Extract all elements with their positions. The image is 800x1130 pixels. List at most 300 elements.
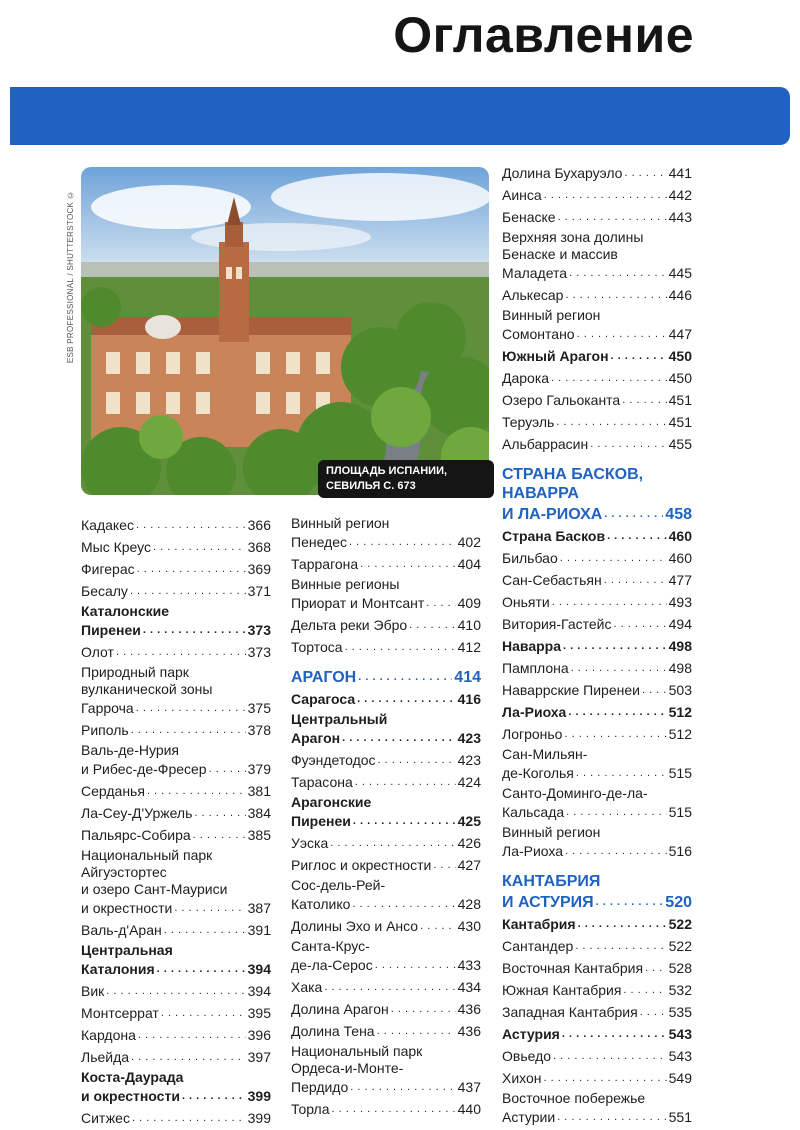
- toc-entry: [502, 958, 692, 977]
- toc-entry-text: де-ла-Серос: [291, 957, 373, 973]
- toc-entry: [291, 977, 481, 996]
- toc-entry-line: [502, 307, 692, 324]
- toc-page-number: 394: [247, 961, 271, 977]
- toc-entry-text: Льейда: [81, 1049, 130, 1065]
- toc-page-number: 515: [668, 765, 692, 781]
- toc-entry: [502, 841, 692, 860]
- toc-page-number: 434: [457, 979, 481, 995]
- photo-container: [81, 167, 489, 495]
- toc-page-number: 458: [665, 506, 692, 523]
- toc-entry-text: АРАГОН: [291, 669, 357, 686]
- toc-entry-text: Серданья: [81, 783, 145, 799]
- toc-entry-text: Хихон: [502, 1070, 542, 1086]
- toc-entry: [81, 920, 271, 939]
- toc-entry: [81, 581, 271, 600]
- toc-entry-text: Астурии: [502, 1109, 556, 1125]
- toc-leader-dots: [391, 999, 456, 1018]
- toc-entry-text: Ордеса-и-Монте-: [291, 1060, 404, 1076]
- toc-entry: [502, 658, 692, 677]
- toc-page-number: 522: [668, 916, 692, 932]
- toc-entry-text: Коста-Даурада: [81, 1069, 184, 1085]
- toc-entry-text: Ла-Сеу-Д'Уржель: [81, 805, 193, 821]
- toc-entry-text: Западная Кантабрия: [502, 1004, 638, 1020]
- toc-entry-text: Таррагона: [291, 556, 359, 572]
- toc-entry: [81, 981, 271, 1000]
- toc-page-number: 424: [457, 774, 481, 790]
- toc-entry-text: Монтсеррат: [81, 1005, 159, 1021]
- toc-entry-text: Природный парк: [81, 664, 189, 680]
- toc-entry-text: Кардона: [81, 1027, 136, 1043]
- toc-entry-text: Восточная Кантабрия: [502, 960, 644, 976]
- toc-entry-text: Алькесар: [502, 287, 564, 303]
- toc-page-number: 409: [457, 595, 481, 611]
- toc-page-number: 549: [668, 1070, 692, 1086]
- toc-leader-dots: [357, 689, 455, 708]
- page-title: Оглавление: [393, 7, 694, 63]
- toc-entry-line: [291, 515, 481, 532]
- toc-entry-text: Дельта реки Эбро: [291, 617, 408, 633]
- toc-entry: [502, 1068, 692, 1087]
- toc-entry-line: [81, 681, 271, 698]
- toc-page-number: 423: [457, 752, 481, 768]
- toc-entry-text: Ла-Риоха: [502, 704, 567, 720]
- toc-page-number: 451: [668, 392, 692, 408]
- toc-entry: [502, 390, 692, 409]
- toc-page-number: 428: [457, 896, 481, 912]
- toc-leader-dots: [116, 642, 246, 661]
- toc-leader-dots: [131, 720, 246, 739]
- toc-page-number: 522: [668, 938, 692, 954]
- toc-entry-text: де-Коголья: [502, 765, 574, 781]
- toc-entry: [81, 898, 271, 917]
- toc-entry-text: Приорат и Монтсант: [291, 595, 425, 611]
- toc-entry: [291, 1099, 481, 1118]
- toc-entry-line: [502, 746, 692, 763]
- toc-leader-dots: [378, 750, 456, 769]
- toc-entry-text: Винные регионы: [291, 576, 400, 592]
- toc-entry: [81, 537, 271, 556]
- toc-leader-dots: [157, 959, 246, 978]
- toc-entry-line: [502, 785, 692, 802]
- toc-leader-dots: [622, 390, 666, 409]
- toc-entry-line: [81, 742, 271, 759]
- toc-page-number: 423: [457, 730, 481, 746]
- toc-page-number: 402: [457, 534, 481, 550]
- toc-leader-dots: [560, 548, 667, 567]
- toc-page-number: 450: [668, 348, 692, 364]
- toc-entry: [502, 285, 692, 304]
- toc-entry-text: Центральная: [81, 942, 173, 958]
- toc-page-number: 381: [247, 783, 271, 799]
- toc-entry-line: [502, 465, 692, 484]
- toc-entry-text: Бильбао: [502, 550, 558, 566]
- toc-entry-line: [502, 824, 692, 841]
- toc-entry-text: Санта-Крус-: [291, 938, 370, 954]
- toc-entry-text: Маладета: [502, 265, 568, 281]
- toc-entry-text: Дарока: [502, 370, 550, 386]
- toc-entry: [291, 855, 481, 874]
- toc-leader-dots: [153, 537, 246, 556]
- toc-column-1: [81, 515, 271, 1130]
- toc-entry-text: Логроньо: [502, 726, 563, 742]
- toc-leader-dots: [324, 977, 455, 996]
- toc-entry: [291, 1077, 481, 1096]
- toc-leader-dots: [106, 981, 245, 1000]
- toc-entry: [502, 936, 692, 955]
- toc-page-number: 433: [457, 957, 481, 973]
- caption-line-1: ПЛОЩАДЬ ИСПАНИИ,: [326, 465, 448, 477]
- toc-leader-dots: [566, 802, 666, 821]
- caption-line-2: СЕВИЛЬЯ С. 673: [326, 480, 416, 492]
- toc-entry-text: Долина Арагон: [291, 1001, 389, 1017]
- toc-entry-line: [291, 794, 481, 811]
- toc-entry-text: Сарагоса: [291, 691, 356, 707]
- toc-page-number: 437: [457, 1079, 481, 1095]
- toc-entry: [502, 724, 692, 743]
- toc-page-number: 450: [668, 370, 692, 386]
- toc-entry: [502, 763, 692, 782]
- toc-page-number: 378: [247, 722, 271, 738]
- toc-page-number: 387: [247, 900, 271, 916]
- toc-page-number: 460: [668, 550, 692, 566]
- toc-entry: [81, 1003, 271, 1022]
- toc-entry: [502, 1107, 692, 1126]
- toc-page-number: 430: [457, 918, 481, 934]
- toc-entry-text: Аинса: [502, 187, 542, 203]
- toc-entry-text: Санто-Доминго-де-ла-: [502, 785, 648, 801]
- toc-leader-dots: [353, 811, 456, 830]
- toc-entry-text: Бенаске: [502, 209, 556, 225]
- toc-entry-text: Винный регион: [502, 824, 601, 840]
- toc-leader-dots: [568, 702, 666, 721]
- toc-entry-line: [81, 1069, 271, 1086]
- toc-entry: [291, 833, 481, 852]
- toc-page-number: 436: [457, 1001, 481, 1017]
- toc-entry: [81, 959, 271, 978]
- toc-page-number: 375: [247, 700, 271, 716]
- toc-entry: [502, 324, 692, 343]
- toc-entry-line: [81, 942, 271, 959]
- toc-entry-text: Восточное побережье: [502, 1090, 646, 1106]
- toc-entry: [81, 759, 271, 778]
- toc-leader-dots: [426, 593, 455, 612]
- toc-entry: [502, 636, 692, 655]
- toc-page-number: 368: [247, 539, 271, 555]
- toc-leader-dots: [576, 763, 667, 782]
- toc-entry: [81, 642, 271, 661]
- photo-caption: [318, 460, 494, 498]
- toc-entry: [502, 980, 692, 999]
- toc-leader-dots: [332, 1099, 456, 1118]
- toc-page-number: 399: [247, 1110, 271, 1126]
- toc-page-number: 394: [247, 983, 271, 999]
- toc-entry-line: [291, 576, 481, 593]
- toc-entry-text: Гарроча: [81, 700, 134, 716]
- toc-leader-dots: [433, 855, 455, 874]
- toc-entry: [291, 811, 481, 830]
- toc-entry-line: [502, 1090, 692, 1107]
- toc-page-number: 543: [668, 1026, 692, 1042]
- toc-entry: [291, 1021, 481, 1040]
- toc-page-number: 451: [668, 414, 692, 430]
- toc-entry-text: Винный регион: [291, 515, 390, 531]
- photo-credit: ESB PROFESSIONAL / SHUTTERSTOCK ©: [66, 190, 75, 364]
- toc-page-number: 447: [668, 326, 692, 342]
- toc-leader-dots: [556, 412, 666, 431]
- toc-leader-dots: [544, 1068, 667, 1087]
- toc-entry-text: Айгуэстортес: [81, 864, 167, 880]
- toc-entry-text: и озеро Сант-Мауриси: [81, 881, 228, 897]
- toc-page-number: 440: [457, 1101, 481, 1117]
- toc-section-heading: [502, 891, 692, 912]
- toc-entry-text: Оньяти: [502, 594, 550, 610]
- toc-page-number: 384: [247, 805, 271, 821]
- toc-entry: [502, 680, 692, 699]
- toc-page-number: 412: [457, 639, 481, 655]
- toc-entry-text: Ла-Риоха: [502, 843, 564, 859]
- toc-leader-dots: [604, 570, 667, 589]
- toc-leader-dots: [358, 666, 452, 687]
- toc-section-heading: [502, 503, 692, 524]
- toc-entry-text: Кантабрия: [502, 916, 576, 932]
- toc-entry: [81, 1047, 271, 1066]
- toc-entry-text: Мыс Креус: [81, 539, 152, 555]
- toc-entry-text: Наварра: [502, 638, 561, 654]
- toc-leader-dots: [562, 1024, 667, 1043]
- toc-page-number: 442: [668, 187, 692, 203]
- toc-entry-text: И АСТУРИЯ: [502, 894, 594, 911]
- toc-entry-text: Сомонтано: [502, 326, 575, 342]
- toc-page-number: 414: [454, 669, 481, 686]
- toc-page-number: 425: [457, 813, 481, 829]
- toc-entry: [502, 1024, 692, 1043]
- toc-entry-text: Сан-Мильян-: [502, 746, 588, 762]
- toc-entry-line: [291, 711, 481, 728]
- toc-page-number: 532: [668, 982, 692, 998]
- toc-page-number: 426: [457, 835, 481, 851]
- toc-leader-dots: [640, 1002, 667, 1021]
- toc-page-number: 498: [668, 638, 692, 654]
- toc-page-number: 446: [668, 287, 692, 303]
- toc-leader-dots: [182, 1086, 246, 1105]
- toc-page-number: 515: [668, 804, 692, 820]
- toc-leader-dots: [345, 637, 456, 656]
- toc-page-number: 477: [668, 572, 692, 588]
- toc-entry-text: Фигерас: [81, 561, 135, 577]
- toc-entry: [502, 207, 692, 226]
- toc-entry-text: Валь-де-Нурия: [81, 742, 180, 758]
- toc-leader-dots: [174, 898, 245, 917]
- toc-entry: [502, 592, 692, 611]
- toc-entry-text: Сан-Себастьян: [502, 572, 602, 588]
- toc-entry-text: Кальсада: [502, 804, 565, 820]
- toc-entry-text: Уэска: [291, 835, 329, 851]
- toc-leader-dots: [350, 1077, 455, 1096]
- toc-entry-text: СТРАНА БАСКОВ,: [502, 466, 644, 483]
- toc-entry-text: Южный Арагон: [502, 348, 609, 364]
- toc-entry-text: Теруэль: [502, 414, 555, 430]
- toc-entry: [502, 346, 692, 365]
- toc-entry: [291, 615, 481, 634]
- toc-entry-text: Бесалу: [81, 583, 128, 599]
- toc-leader-dots: [611, 346, 667, 365]
- toc-page-number: 512: [668, 726, 692, 742]
- toc-entry-text: Долина Бухаруэло: [502, 165, 623, 181]
- toc-leader-dots: [614, 614, 667, 633]
- toc-entry-text: Пиренеи: [81, 622, 141, 638]
- toc-page-number: 371: [247, 583, 271, 599]
- toc-page-number: 404: [457, 556, 481, 572]
- toc-page-number: 399: [247, 1088, 271, 1104]
- toc-leader-dots: [596, 891, 664, 912]
- toc-leader-dots: [409, 615, 455, 634]
- toc-page-number: 516: [668, 843, 692, 859]
- toc-entry: [291, 728, 481, 747]
- toc-leader-dots: [557, 1107, 666, 1126]
- toc-entry-text: вулканической зоны: [81, 681, 213, 697]
- toc-page-number: 494: [668, 616, 692, 632]
- toc-page-number: 436: [457, 1023, 481, 1039]
- toc-entry-text: Памплона: [502, 660, 569, 676]
- toc-page-number: 455: [668, 436, 692, 452]
- toc-entry-line: [502, 246, 692, 263]
- toc-leader-dots: [147, 781, 246, 800]
- toc-entry: [502, 614, 692, 633]
- toc-leader-dots: [342, 728, 456, 747]
- toc-leader-dots: [551, 368, 667, 387]
- toc-page-number: 493: [668, 594, 692, 610]
- toc-entry: [81, 620, 271, 639]
- toc-entry-text: Арагонские: [291, 794, 372, 810]
- toc-entry: [81, 559, 271, 578]
- toc-entry: [291, 532, 481, 551]
- toc-entry: [291, 554, 481, 573]
- toc-leader-dots: [552, 592, 667, 611]
- toc-entry-line: [291, 877, 481, 894]
- toc-entry-line: [291, 1043, 481, 1060]
- toc-entry: [502, 702, 692, 721]
- toc-entry: [81, 803, 271, 822]
- toc-entry-text: Озеро Гальоканта: [502, 392, 621, 408]
- toc-page-number: 379: [247, 761, 271, 777]
- toc-entry-text: Риполь: [81, 722, 129, 738]
- toc-entry: [502, 526, 692, 545]
- toc-leader-dots: [194, 803, 245, 822]
- toc-page-number: 391: [247, 922, 271, 938]
- toc-entry-text: Кадакес: [81, 517, 134, 533]
- toc-page-number: 551: [668, 1109, 692, 1125]
- toc-entry-text: Хака: [291, 979, 323, 995]
- toc-entry-text: Национальный парк: [81, 847, 213, 863]
- toc-entry-text: Пиренеи: [291, 813, 351, 829]
- toc-page-number: 385: [247, 827, 271, 843]
- toc-leader-dots: [645, 958, 667, 977]
- toc-leader-dots: [360, 554, 455, 573]
- toc-entry-text: Винный регион: [502, 307, 601, 323]
- toc-leader-dots: [558, 207, 667, 226]
- toc-entry-text: Арагон: [291, 730, 341, 746]
- toc-leader-dots: [131, 1047, 246, 1066]
- toc-leader-dots: [420, 916, 456, 935]
- toc-entry-text: и окрестности: [81, 1088, 180, 1104]
- toc-entry-text: Южная Кантабрия: [502, 982, 622, 998]
- toc-leader-dots: [563, 636, 667, 655]
- toc-leader-dots: [164, 920, 246, 939]
- toc-entry-text: Каталонские: [81, 603, 170, 619]
- toc-page-number: 366: [247, 517, 271, 533]
- toc-entry-text: Католико: [291, 896, 351, 912]
- toc-leader-dots: [143, 620, 246, 639]
- toc-page-number: 396: [247, 1027, 271, 1043]
- toc-page-number: 535: [668, 1004, 692, 1020]
- toc-leader-dots: [138, 1025, 246, 1044]
- toc-column-2: [291, 515, 481, 1121]
- toc-leader-dots: [161, 1003, 246, 1022]
- toc-entry-text: Астурия: [502, 1026, 560, 1042]
- toc-leader-dots: [564, 724, 666, 743]
- toc-leader-dots: [553, 1046, 667, 1065]
- toc-leader-dots: [209, 759, 246, 778]
- toc-entry: [291, 689, 481, 708]
- toc-entry: [81, 825, 271, 844]
- toc-entry: [502, 368, 692, 387]
- toc-page-number: 498: [668, 660, 692, 676]
- toc-entry-line: [291, 1060, 481, 1077]
- toc-entry-text: Центральный: [291, 711, 388, 727]
- toc-entry: [81, 1086, 271, 1105]
- toc-page-number: 443: [668, 209, 692, 225]
- toc-entry: [291, 955, 481, 974]
- toc-entry-text: Верхняя зона долины: [502, 229, 644, 245]
- toc-entry-text: Наваррские Пиренеи: [502, 682, 640, 698]
- toc-entry-text: Долина Тена: [291, 1023, 375, 1039]
- toc-entry-text: и Рибес-де-Фресер: [81, 761, 207, 777]
- toc-entry: [291, 772, 481, 791]
- toc-entry-text: Сантандер: [502, 938, 574, 954]
- toc-leader-dots: [193, 825, 246, 844]
- toc-entry: [502, 185, 692, 204]
- toc-entry: [81, 1025, 271, 1044]
- toc-page-number: 369: [247, 561, 271, 577]
- toc-page-number: 410: [457, 617, 481, 633]
- toc-leader-dots: [607, 526, 667, 545]
- toc-entry-text: Овьедо: [502, 1048, 552, 1064]
- toc-entry-line: [502, 484, 692, 503]
- toc-entry-text: Пальярс-Собира: [81, 827, 191, 843]
- toc-page-number: 520: [665, 894, 692, 911]
- toc-page-number: 503: [668, 682, 692, 698]
- toc-page-number: 416: [457, 691, 481, 707]
- toc-leader-dots: [137, 559, 246, 578]
- toc-leader-dots: [575, 936, 666, 955]
- header-banner: [10, 87, 790, 145]
- toc-entry-text: Тортоса: [291, 639, 343, 655]
- toc-leader-dots: [604, 503, 663, 524]
- toc-leader-dots: [577, 324, 667, 343]
- toc-entry-line: [81, 881, 271, 898]
- toc-leader-dots: [349, 532, 456, 551]
- toc-entry-line: [291, 938, 481, 955]
- toc-page-number: 543: [668, 1048, 692, 1064]
- toc-entry: [81, 720, 271, 739]
- toc-entry: [291, 999, 481, 1018]
- toc-leader-dots: [642, 680, 667, 699]
- toc-entry-line: [502, 872, 692, 891]
- toc-entry: [502, 434, 692, 453]
- toc-leader-dots: [136, 698, 246, 717]
- toc-page-number: 441: [668, 165, 692, 181]
- toc-entry-line: [502, 229, 692, 246]
